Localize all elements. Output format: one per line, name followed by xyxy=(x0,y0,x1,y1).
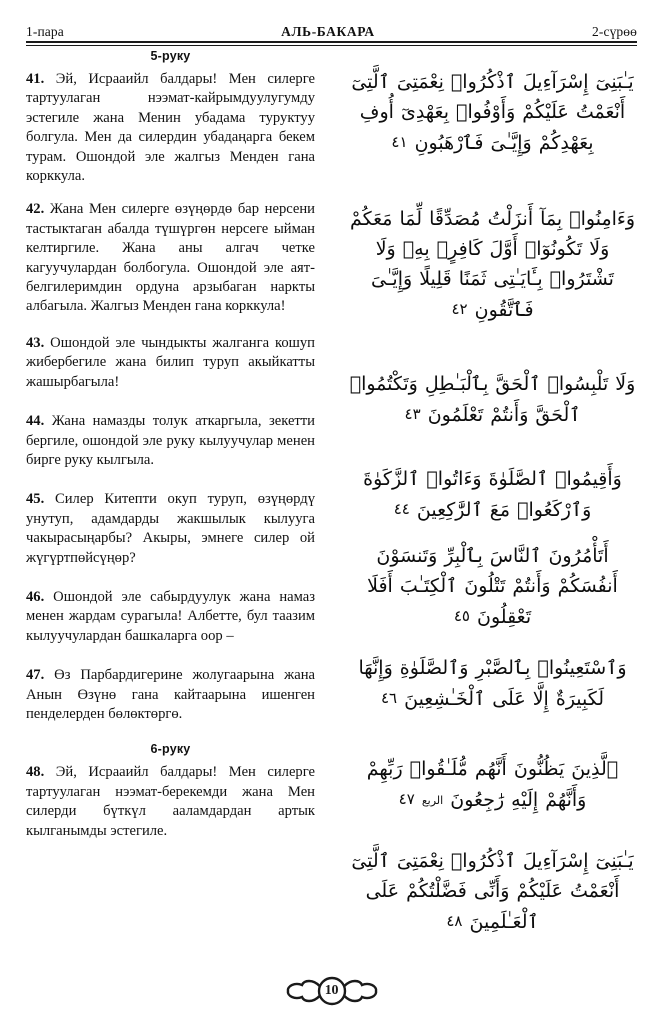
verse-text-44: Жана намазды толук аткаргыла, зекетти бергиле, ошондой эле руку кылуучулар менен бирге руку кылгыла. xyxy=(26,413,315,468)
rule-thin xyxy=(26,45,637,46)
verse-block-47 xyxy=(26,666,315,724)
page-number-ornament xyxy=(273,973,391,1009)
ayah-marker-47: ٤٧ xyxy=(398,790,415,808)
verse-number-44: 44. xyxy=(26,413,45,430)
page-footer xyxy=(0,966,663,1016)
page-number: 10 xyxy=(324,983,339,998)
ayah-text-42 xyxy=(348,204,637,325)
verse-block-48 xyxy=(26,763,315,841)
verse-block-42 xyxy=(26,200,315,316)
ayah-arabic-45: أَتَأْمُرُونَ ٱلنَّاسَ بِٱلْبِرِّ وَتَنسَوْنَ أَنفُسَكُمْ وَأَنتُمْ تَتْلُونَ ٱلْكِتَـٰبَ أَفَلَا تَعْقِلُونَ xyxy=(367,545,618,628)
ayah-marker-41: ٤١ xyxy=(391,133,408,151)
ruku-heading-6: 6-руку xyxy=(150,742,191,757)
ayah-block-47 xyxy=(348,754,637,826)
running-header xyxy=(26,18,637,40)
verse-block-41 xyxy=(26,70,315,186)
ayah-arabic-41: يَـٰبَنِىٓ إِسْرَآءِيلَ ٱذْكُرُوا۟ نِعْمَتِىَ ٱلَّتِىٓ أَنْعَمْتُ عَلَيْكُمْ وَأَوْفُوا۟ بِعَهْدِىٓ أُوفِ بِعَهْدِكُمْ وَإِيَّـٰىَ فَٱرْهَبُونِ xyxy=(351,71,634,154)
ruku-heading-5: 5-руку xyxy=(150,49,191,63)
verse-number-46: 46. xyxy=(26,588,45,605)
ayah-marker-45: ٤٥ xyxy=(453,607,470,625)
verse-number-45: 45. xyxy=(26,491,45,508)
header-surah-title: АЛЬ-БАКАРА xyxy=(281,24,375,39)
ayah-marker-46: ٤٦ xyxy=(380,689,398,707)
verse-number-47: 47. xyxy=(26,667,45,684)
ayah-block-43 xyxy=(348,369,637,438)
header-para-label: 1-пара xyxy=(26,24,64,39)
verse-number-42: 42. xyxy=(26,201,45,218)
ayah-block-46 xyxy=(348,653,637,722)
verse-number-41: 41. xyxy=(26,71,45,87)
verse-block-46 xyxy=(26,588,315,646)
verse-block-43 xyxy=(26,334,315,392)
page-body xyxy=(26,49,637,959)
ayah-text-41 xyxy=(348,67,637,158)
ayah-text-44 xyxy=(348,464,637,525)
verse-text-45: Силер Китепти окуп туруп, өзүңөрдү унутуп, адамдарды жакшылык кылууга чакырасыңарбы? Акыры, эмнеге силер ой жүгүртпөйсүңөр? xyxy=(26,491,315,566)
ayah-text-43 xyxy=(348,369,637,430)
verse-number-43: 43. xyxy=(26,334,45,351)
ayah-block-42 xyxy=(348,204,637,333)
header-surah-label: 2-сүрөө xyxy=(592,24,637,39)
translation-column xyxy=(26,49,315,841)
ayah-text-48 xyxy=(348,846,637,937)
ayah-text-47 xyxy=(348,754,637,818)
ayah-text-46 xyxy=(348,653,637,714)
ayah-marker-48: ٤٨ xyxy=(446,912,463,930)
ayah-marker-42: ٤٢ xyxy=(451,300,468,318)
ayah-arabic-47: ٱلَّذِينَ يَظُنُّونَ أَنَّهُم مُّلَـٰقُوا۟ رَبِّهِمْ وَأَنَّهُمْ إِلَيْهِ رَٰجِعُونَ xyxy=(366,758,619,811)
ayah-arabic-48: يَـٰبَنِىٓ إِسْرَآءِيلَ ٱذْكُرُوا۟ نِعْمَتِىَ ٱلَّتِىٓ أَنْعَمْتُ عَلَيْكُمْ وَأَنِّى فَضَّلْتُكُمْ عَلَى ٱلْعَـٰلَمِينَ xyxy=(351,850,634,933)
rub-quarter-mark: الربع xyxy=(421,794,444,807)
ayah-marker-44: ٤٤ xyxy=(393,500,410,518)
verse-text-43: Ошондой эле чындыкты жалганга кошуп жибербегиле жана билип туруп акыйкатты жашырбагыла! xyxy=(26,334,315,390)
verse-text-41: Эй, Исрааийл балдары! Мен силерге тартуулаган нээмат-кайрымдуулугумду эстегиле жана Менин убадама туруктуу болгула. Мен да силердин убадаңарга бекем турам. Ошондой эле жалгыз Менден гана корккула. xyxy=(26,71,315,185)
ayah-block-44 xyxy=(348,464,637,533)
ayah-text-45 xyxy=(348,541,637,632)
verse-text-42: Жана Мен силерге өзүңөрдө бар нерсени тастыктаган абалда түшүргөн нерсеге ыйман келтиргиле. Жана аны алгач четке кагуучулардан болбогула. Ошондой эле аят-белгилеримдин ордуна арзыбаган наркты албагыла. Жалгыз Менден гана корккула! xyxy=(26,201,315,315)
verse-text-48: Эй, Исрааийл балдары! Мен силерге тартуулаган нээмат-берекемди жана Мен силерди бүткүл ааламдардан артык кылганымды эстегиле. xyxy=(26,764,315,839)
verse-text-47: Өз Парбардигерине жолугаарына жана Анын Өзүнө гана кайтаарына ишенген пенделерден бөлөктөргө. xyxy=(26,667,315,722)
ayah-arabic-43: وَلَا تَلْبِسُوا۟ ٱلْحَقَّ بِٱلْبَـٰطِلِ وَتَكْتُمُوا۟ ٱلْحَقَّ وَأَنتُمْ تَعْلَمُونَ xyxy=(349,373,636,426)
verse-block-45 xyxy=(26,490,315,568)
ayah-block-41 xyxy=(348,67,637,166)
ayah-arabic-44: وَأَقِيمُوا۟ ٱلصَّلَوٰةَ وَءَاتُوا۟ ٱلزَّكَوٰةَ وَٱرْكَعُوا۟ مَعَ ٱلرَّٰكِعِينَ xyxy=(363,468,622,521)
ayah-arabic-42: وَءَامِنُوا۟ بِمَآ أَنزَلْتُ مُصَدِّقًا لِّمَا مَعَكُمْ وَلَا تَكُونُوٓا۟ أَوَّلَ كَافِرٍۭ بِهِۦ وَلَا تَشْتَرُوا۟ بِـَٔايَـٰتِى ثَمَنًا قَلِيلًا وَإِيَّـٰىَ فَٱتَّقُونِ xyxy=(349,208,636,321)
header-double-rule xyxy=(26,41,637,46)
verse-block-44 xyxy=(26,412,315,470)
ayah-block-45 xyxy=(348,541,637,640)
verse-number-48: 48. xyxy=(26,764,45,781)
ayah-marker-43: ٤٣ xyxy=(404,405,421,423)
ayah-block-48 xyxy=(348,846,637,945)
verse-text-46: Ошондой эле сабырдуулук жана намаз менен жардам сурагыла! Албетте, бул таазим кылуучулардан башкаларга оор – xyxy=(26,588,316,644)
ayah-arabic-46: وَٱسْتَعِينُوا۟ بِٱلصَّبْرِ وَٱلصَّلَوٰةِ وَإِنَّهَا لَكَبِيرَةٌ إِلَّا عَلَى ٱلْخَـٰشِعِينَ xyxy=(358,657,627,710)
